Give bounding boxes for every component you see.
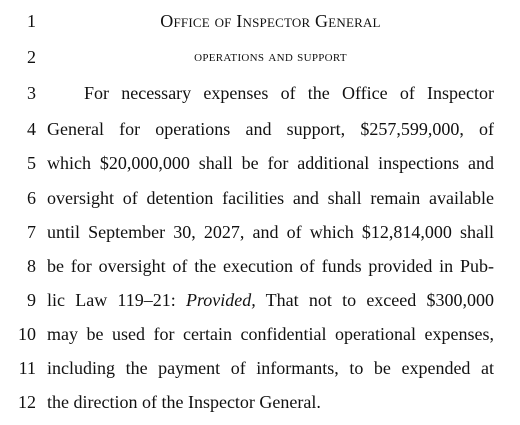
line-4 (0, 112, 520, 146)
line-number: 7 (27, 222, 36, 242)
line-number: 2 (27, 47, 36, 67)
line-1 (0, 4, 520, 38)
body-text-line: oversight of detention facilities and shall remain available (47, 188, 494, 208)
line-number: 10 (18, 324, 36, 344)
line-2 (0, 40, 520, 74)
body-text-line: be for oversight of the execution of funds provided in Pub- (47, 256, 494, 276)
body-text-line: General for operations and support, $257,599,000, of (47, 119, 494, 139)
line-number: 3 (27, 83, 36, 103)
body-text-line: the direction of the Inspector General. (47, 392, 321, 412)
line-number: 12 (18, 392, 36, 412)
body-text-line: which $20,000,000 shall be for additional inspections and (47, 153, 494, 173)
provided-italic: Provided, (185, 290, 256, 310)
line-6 (0, 181, 520, 215)
line-5 (0, 146, 520, 180)
line-7 (0, 215, 520, 249)
line-number: 1 (27, 11, 36, 31)
section-subheading: operations and support (194, 49, 347, 65)
line-12 (0, 385, 520, 419)
line-11 (0, 351, 520, 385)
line-10 (0, 317, 520, 351)
line-number: 4 (27, 119, 36, 139)
line-number: 5 (27, 153, 36, 173)
line-number: 9 (27, 290, 36, 310)
line-9 (0, 283, 520, 317)
line-number: 6 (27, 188, 36, 208)
body-text-line: For necessary expenses of the Office of Inspector (84, 83, 494, 103)
line9-text-after: That not to exceed $300,000 (255, 290, 494, 310)
body-text-line (47, 283, 494, 317)
body-text-line: until September 30, 2027, and of which $12,814,000 shall (47, 222, 494, 242)
line-8 (0, 249, 520, 283)
line-3 (0, 76, 520, 110)
body-text-line: may be used for certain confidential operational expenses, (47, 324, 494, 344)
body-text-line: including the payment of informants, to be expended at (47, 358, 494, 378)
line-number: 8 (27, 256, 36, 276)
line9-text-before: lic Law 119–21: (47, 290, 186, 310)
line-number: 11 (18, 358, 36, 378)
section-heading: Office of Inspector General (160, 11, 381, 31)
